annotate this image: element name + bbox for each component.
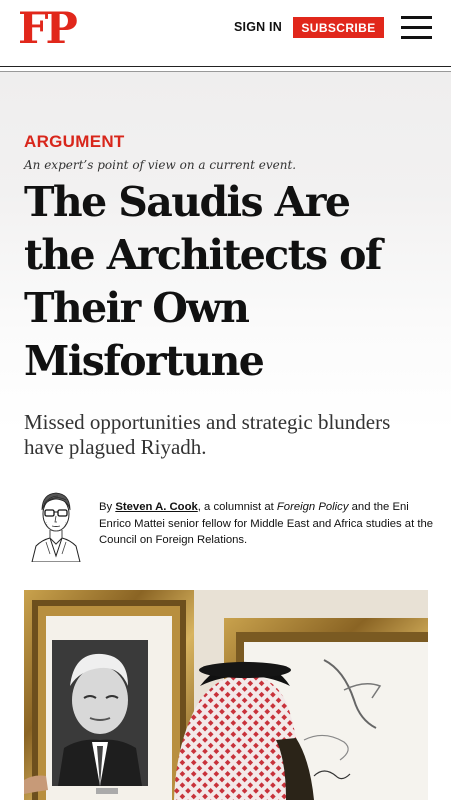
article-dek: Missed opportunities and strategic blunders have plagued Riyadh. bbox=[24, 410, 391, 459]
fp-logo[interactable]: FP bbox=[18, 4, 75, 54]
sign-in-link[interactable]: SIGN IN bbox=[234, 20, 282, 34]
article-byline: By Steven A. Cook, a columnist at Foreign Policy and the Eni Enrico Mattei senior fellow for Middle East and Africa studies at the Council on Foreign Relations. bbox=[99, 501, 434, 546]
site-header bbox=[0, 0, 451, 66]
hamburger-menu-icon[interactable] bbox=[401, 16, 432, 38]
headline-line: The Saudis Are bbox=[24, 178, 350, 226]
author-link[interactable]: Steven A. Cook bbox=[115, 501, 198, 513]
article-headline bbox=[24, 176, 439, 388]
subscribe-button[interactable]: SUBSCRIBE bbox=[293, 17, 384, 38]
article-kicker[interactable]: ARGUMENT bbox=[24, 132, 125, 151]
headline-line: Misfortune bbox=[24, 337, 264, 385]
headline-line: Their Own bbox=[24, 284, 249, 332]
header-divider bbox=[0, 66, 451, 67]
kicker-description: An expert’s point of view on a current event. bbox=[24, 158, 297, 172]
author-avatar[interactable] bbox=[28, 484, 84, 562]
article-lead-photo[interactable] bbox=[24, 590, 428, 800]
publication-name: Foreign Policy bbox=[276, 501, 349, 513]
headline-line: the Architects of bbox=[24, 231, 381, 279]
